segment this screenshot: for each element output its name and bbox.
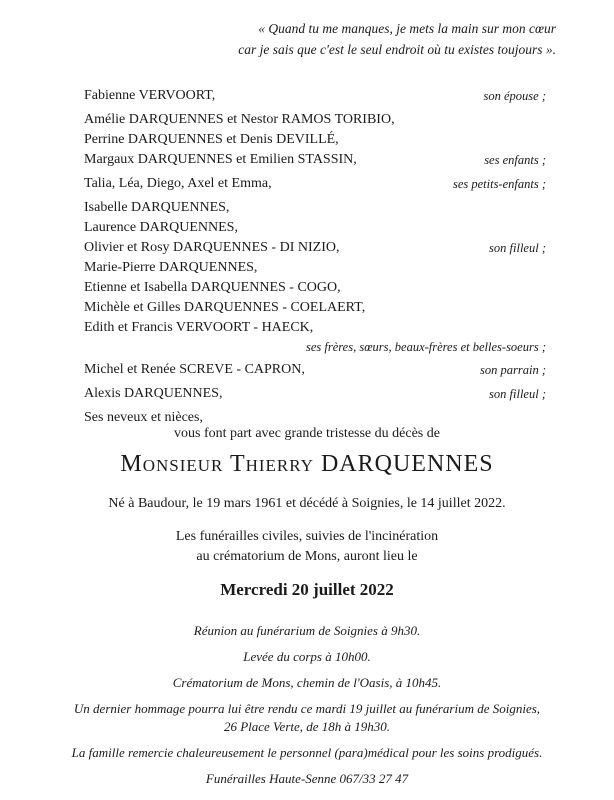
funeral-home-contact: Funérailles Haute-Senne 067/33 27 47: [205, 771, 409, 786]
family-row: [84, 278, 546, 298]
family-list: [84, 86, 546, 428]
family-name: Isabelle DARQUENNES,: [84, 200, 230, 215]
family-name: Laurence DARQUENNES,: [84, 220, 238, 235]
family-name: Fabienne VERVOORT,: [84, 88, 216, 103]
family-name: Amélie DARQUENNES et Nestor RAMOS TORIBIO,: [84, 112, 395, 127]
family-name: Alexis DARQUENNES,: [84, 386, 223, 401]
family-role: son filleul ;: [489, 241, 546, 255]
detail-remerciement: La famille remercie chaleureusement le personnel (para)médical pour les soins prodigués.: [71, 745, 543, 760]
ceremony-details: [0, 622, 614, 796]
quote-line: car je sais que c'est le seul endroit où tu existes toujours ».: [238, 42, 556, 57]
family-role: son filleul ;: [489, 387, 546, 401]
family-role: son parrain ;: [480, 363, 546, 377]
family-name: Etienne et Isabella DARQUENNES - COGO,: [84, 280, 341, 295]
family-row: [84, 110, 546, 130]
family-name: Talia, Léa, Diego, Axel et Emma,: [84, 176, 272, 191]
funeral-line: au crématorium de Mons, auront lieu le: [196, 549, 418, 564]
birth-death-line: Né à Baudour, le 19 mars 1961 et décédé à Soignies, le 14 juillet 2022.: [108, 496, 506, 511]
family-name: Margaux DARQUENNES et Emilien STASSIN,: [84, 152, 357, 167]
family-name: Edith et Francis VERVOORT - HAECK,: [84, 320, 314, 335]
family-name: Perrine DARQUENNES et Denis DEVILLÉ,: [84, 132, 339, 147]
family-role: ses petits-enfants ;: [452, 177, 546, 191]
family-row: [84, 384, 546, 404]
quote-line: « Quand tu me manques, je mets la main sur mon cœur: [258, 21, 556, 36]
family-name: Marie-Pierre DARQUENNES,: [84, 260, 258, 275]
family-row: [84, 258, 546, 278]
family-name: Michèle et Gilles DARQUENNES - COELAERT,: [84, 300, 366, 315]
detail-crematorium: Crématorium de Mons, chemin de l'Oasis, à 10h45.: [172, 675, 442, 690]
family-role: ses enfants ;: [484, 153, 546, 167]
family-row: [84, 318, 546, 338]
family-row: [84, 238, 546, 258]
family-row: [84, 86, 546, 106]
family-row: [84, 174, 546, 194]
family-row: [84, 338, 546, 356]
detail-reunion: Réunion au funérarium de Soignies à 9h30.: [193, 623, 421, 638]
family-name: Olivier et Rosy DARQUENNES - DI NIZIO,: [84, 240, 340, 255]
family-name: Ses neveux et nièces,: [84, 410, 203, 425]
family-row: [84, 198, 546, 218]
ceremony-date: Mercredi 20 juillet 2022: [220, 580, 394, 599]
family-role: ses frères, sœurs, beaux-frères et belles-soeurs ;: [305, 340, 546, 354]
family-row: [84, 130, 546, 150]
deceased-name: Monsieur Thierry DARQUENNES: [120, 451, 494, 477]
family-name: Michel et Renée SCREVE - CAPRON,: [84, 362, 305, 377]
family-row: [84, 360, 546, 380]
detail-levee: Levée du corps à 10h00.: [243, 649, 371, 664]
announcement-intro: vous font part avec grande tristesse du décès de: [174, 426, 440, 441]
funeral-line: Les funérailles civiles, suivies de l'incinération: [175, 529, 439, 544]
hommage-line: Un dernier hommage pourra lui être rendu ce mardi 19 juillet au funérarium de Soignies,: [73, 701, 541, 716]
epigraph-quote: [196, 18, 556, 60]
family-row: [84, 298, 546, 318]
family-row: [84, 150, 546, 170]
family-role: son épouse ;: [483, 89, 546, 103]
hommage-line: 26 Place Verte, de 18h à 19h30.: [223, 719, 391, 734]
family-row: [84, 218, 546, 238]
funeral-notice: [0, 527, 614, 567]
detail-hommage: [0, 700, 614, 736]
